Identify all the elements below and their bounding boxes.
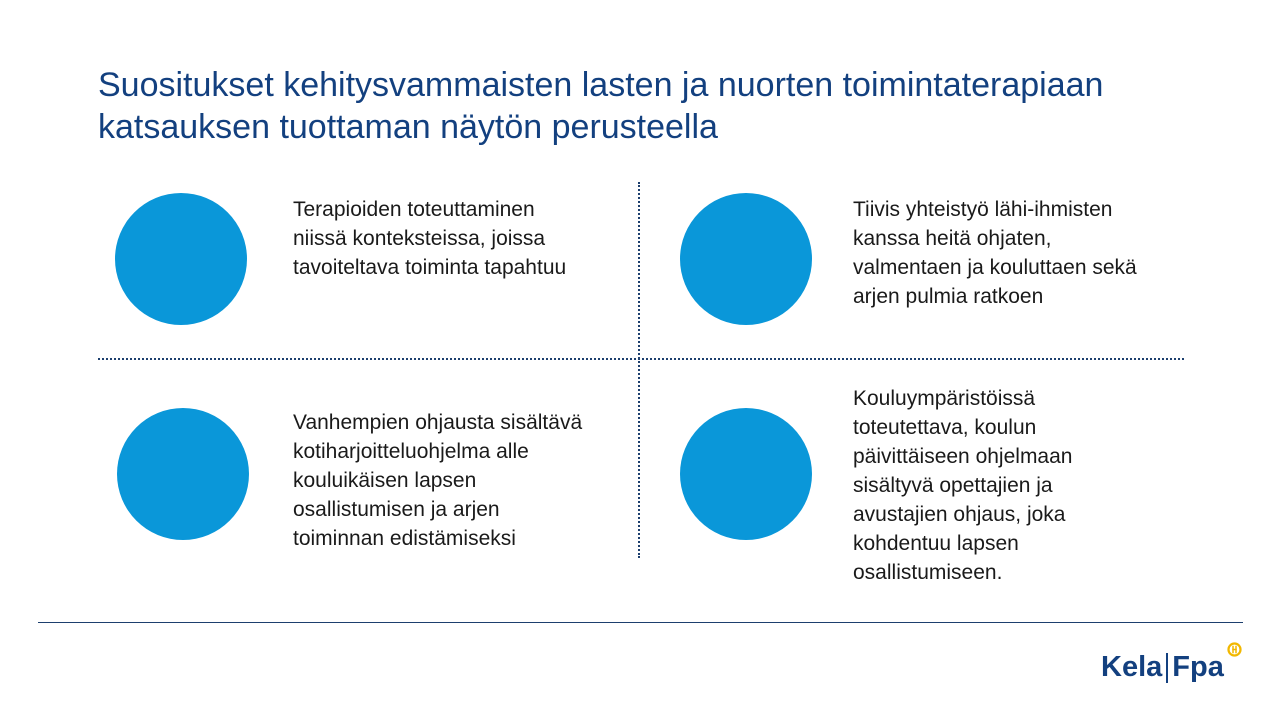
quadrant-4-circle — [680, 408, 812, 540]
horizontal-dotted-divider — [98, 358, 1184, 360]
footer-divider — [38, 622, 1243, 623]
slide-title-line-2: katsauksen tuottaman näytön perusteella — [98, 108, 718, 146]
quadrant-2-circle — [680, 193, 812, 325]
quadrant-2-text: Tiivis yhteistyö lähi-ihmisten kanssa heitä ohjaten, valmentaen ja kouluttaen sekä arjen pulmia ratkoen — [853, 198, 1137, 308]
quadrant-1-circle — [115, 193, 247, 325]
slide-title — [98, 64, 1198, 148]
slide-title-line-1: Suositukset kehitysvammaisten lasten ja nuorten toimintaterapiaan — [98, 66, 1104, 104]
logo-separator — [1166, 653, 1168, 683]
quadrant-1-text: Terapioiden toteuttaminen niissä konteksteissa, joissa tavoiteltava toiminta tapahtuu — [293, 198, 567, 279]
logo-text-fpa: Fpa — [1172, 651, 1224, 683]
quadrant-3-text: Vanhempien ohjausta sisältävä kotiharjoitteluohjelma alle kouluikäisen lapsen osallistumisen ja arjen toiminnan edistämiseksi — [293, 411, 583, 550]
quadrant-4-text: Kouluympäristöissä toteutettava, koulun päivittäiseen ohjelmaan sisältyvä opettajien ja avustajien ohjaus, joka kohdentuu lapsen osallistumiseen. — [853, 387, 1073, 584]
kela-logo-mark-icon — [1227, 642, 1242, 657]
vertical-dotted-divider — [638, 182, 640, 558]
logo-text-kela: Kela — [1101, 651, 1163, 683]
quadrant-3-circle — [117, 408, 249, 540]
kela-fpa-logo — [1101, 644, 1242, 690]
